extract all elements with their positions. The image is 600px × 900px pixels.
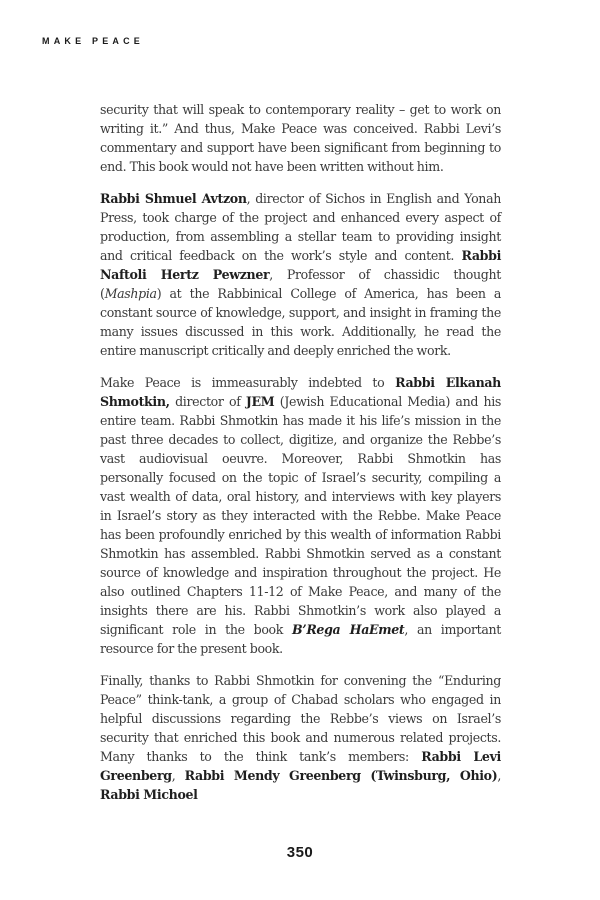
body-text	[100, 100, 501, 817]
text-segment: Finally, thanks to Rabbi Shmotkin for convening the “Enduring Peace” think-tank, a group of Chabad scholars who engaged in helpful discussions regarding the Rebbe’s views on Israel’s security that enriched this book and numerous related projects. Many thanks to the think tank’s members:	[100, 673, 501, 764]
text-segment: security that will speak to contemporary reality – get to work on writing it.” And thus, Make Peace was conceived. Rabbi Levi’s commentary and support have been significant from beginning to end. This book would not have been written without him.	[100, 102, 501, 174]
person-name-levi-greenberg: Rabbi Levi Greenberg	[100, 749, 501, 783]
text-segment: ,	[171, 768, 185, 783]
text-segment: , Professor of chassidic thought (	[100, 267, 501, 301]
text-segment: ,	[497, 768, 501, 783]
paragraph-3	[100, 373, 501, 658]
organization-jem: JEM	[245, 394, 275, 409]
page-number: 350	[286, 844, 314, 861]
text-segment: , an important resource for the present book.	[100, 622, 501, 656]
italic-term-mashpia: Mashpia	[104, 286, 157, 301]
text-segment: , director of Sichos in English and Yonah Press, took charge of the project and enhanced every aspect of production, from assembling a stellar team to providing insight and critical feedback on the work’s style and content.	[100, 191, 501, 263]
person-name-avtzon: Rabbi Shmuel Avtzon	[100, 191, 247, 206]
person-name-shmotkin: Rabbi Elkanah Shmotkin,	[100, 375, 501, 409]
text-segment: (Jewish Educational Media) and his entire team. Rabbi Shmotkin has made it his life’s mission in the past three decades to collect, digitize, and organize the Rebbe’s vast audiovisual oeuvre. Moreover, Rabbi Shmotkin has personally focused on the topic of Israel’s security, compiling a vast wealth of data, oral history, and interviews with key players in Israel’s story as they interacted with the Rebbe. Make Peace has been profoundly enriched by this wealth of information Rabbi Shmotkin has assembled. Rabbi Shmotkin served as a constant source of knowledge and inspiration throughout the project. He also outlined Chapters 11-12 of Make Peace, and many of the insights there are his. Rabbi Shmotkin’s work also played a significant role in the book	[100, 394, 501, 637]
person-name-pewzner: Rabbi Naftoli Hertz Pewzner	[100, 248, 501, 282]
text-segment: ) at the Rabbinical College of America, has been a constant source of knowledge, support, and insight in framing the many issues discussed in this work. Additionally, he read the entire manuscript critically and deeply enriched the work.	[100, 286, 501, 358]
person-name-mendy-greenberg: Rabbi Mendy Greenberg (Twinsburg, Ohio)	[184, 768, 498, 783]
text-segment: director of	[169, 394, 246, 409]
book-title-brega-haemet: B’Rega HaEmet	[291, 622, 405, 637]
text-segment: Make Peace is immeasurably indebted to	[100, 375, 396, 390]
paragraph-1	[100, 100, 501, 176]
person-name-michoel: Rabbi Michoel	[100, 787, 198, 802]
paragraph-2	[100, 189, 501, 360]
paragraph-4	[100, 671, 501, 804]
running-header-title: MAKE PEACE	[42, 36, 145, 46]
